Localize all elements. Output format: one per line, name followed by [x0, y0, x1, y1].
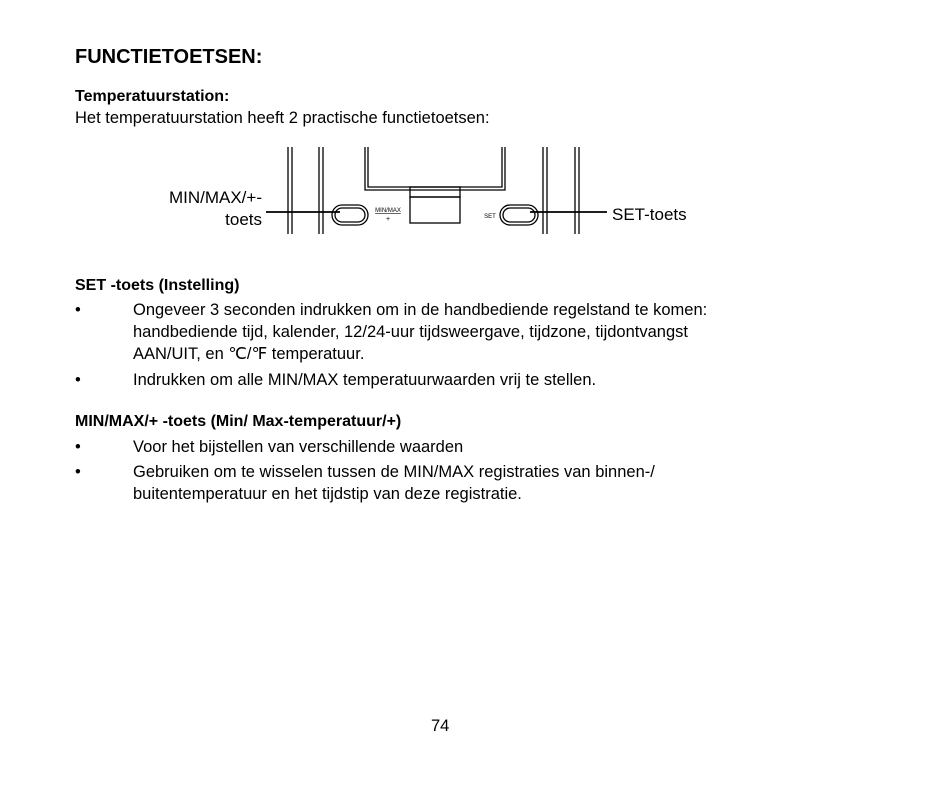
- device-stand-outline: [368, 147, 502, 187]
- list-item-line: Indrukken om alle MIN/MAX temperatuurwaarden vrij te stellen.: [133, 371, 597, 389]
- set-button-text: SET: [484, 214, 496, 220]
- page-number: 74: [431, 717, 450, 735]
- bullet-icon: •: [75, 438, 81, 456]
- bullet-icon: •: [75, 301, 81, 319]
- minmax-button-shape: [335, 208, 365, 222]
- minmax-key-label-line2: toets: [225, 210, 262, 229]
- set-section-heading: SET -toets (Instelling): [75, 277, 240, 294]
- device-stand-outline: [365, 147, 505, 190]
- device-stand-foot: [410, 197, 460, 223]
- list-item-text: [133, 369, 833, 391]
- device-stand-foot: [410, 187, 460, 197]
- page-title: FUNCTIETOETSEN:: [75, 46, 263, 68]
- minmax-key-label-line1: MIN/MAX/+-: [168, 188, 262, 207]
- list-item-text: [133, 436, 833, 458]
- list-item-line: handbediende tijd, kalender, 12/24-uur tijdsweergave, tijdzone, tijdontvangst: [133, 323, 688, 341]
- minmax-button-subtext: +: [385, 216, 391, 223]
- list-item-text: [133, 461, 833, 505]
- minmax-button-text: MIN/MAX: [375, 208, 401, 214]
- list-item-line: AAN/UIT, en ℃/℉ temperatuur.: [133, 345, 365, 363]
- set-button-shape: [503, 208, 535, 222]
- intro-text: Het temperatuurstation heeft 2 practische functietoetsen:: [75, 109, 490, 127]
- list-item-line: Gebruiken om te wisselen tussen de MIN/MAX registraties van binnen-/: [133, 463, 655, 481]
- bullet-icon: •: [75, 463, 81, 481]
- section-heading-temperature-station: Temperatuurstation:: [75, 88, 230, 105]
- set-key-label: SET-toets: [612, 205, 687, 224]
- list-item-line: Ongeveer 3 seconden indrukken om in de handbediende regelstand te komen:: [133, 301, 708, 319]
- minmax-section-heading: MIN/MAX/+ -toets (Min/ Max-temperatuur/+): [75, 413, 402, 430]
- list-item-line: buitentemperatuur en het tijdstip van deze registratie.: [133, 485, 522, 503]
- minmax-key-label: [150, 187, 262, 231]
- list-item-text: [133, 299, 833, 365]
- list-item-line: Voor het bijstellen van verschillende waarden: [133, 438, 464, 456]
- bullet-icon: •: [75, 371, 81, 389]
